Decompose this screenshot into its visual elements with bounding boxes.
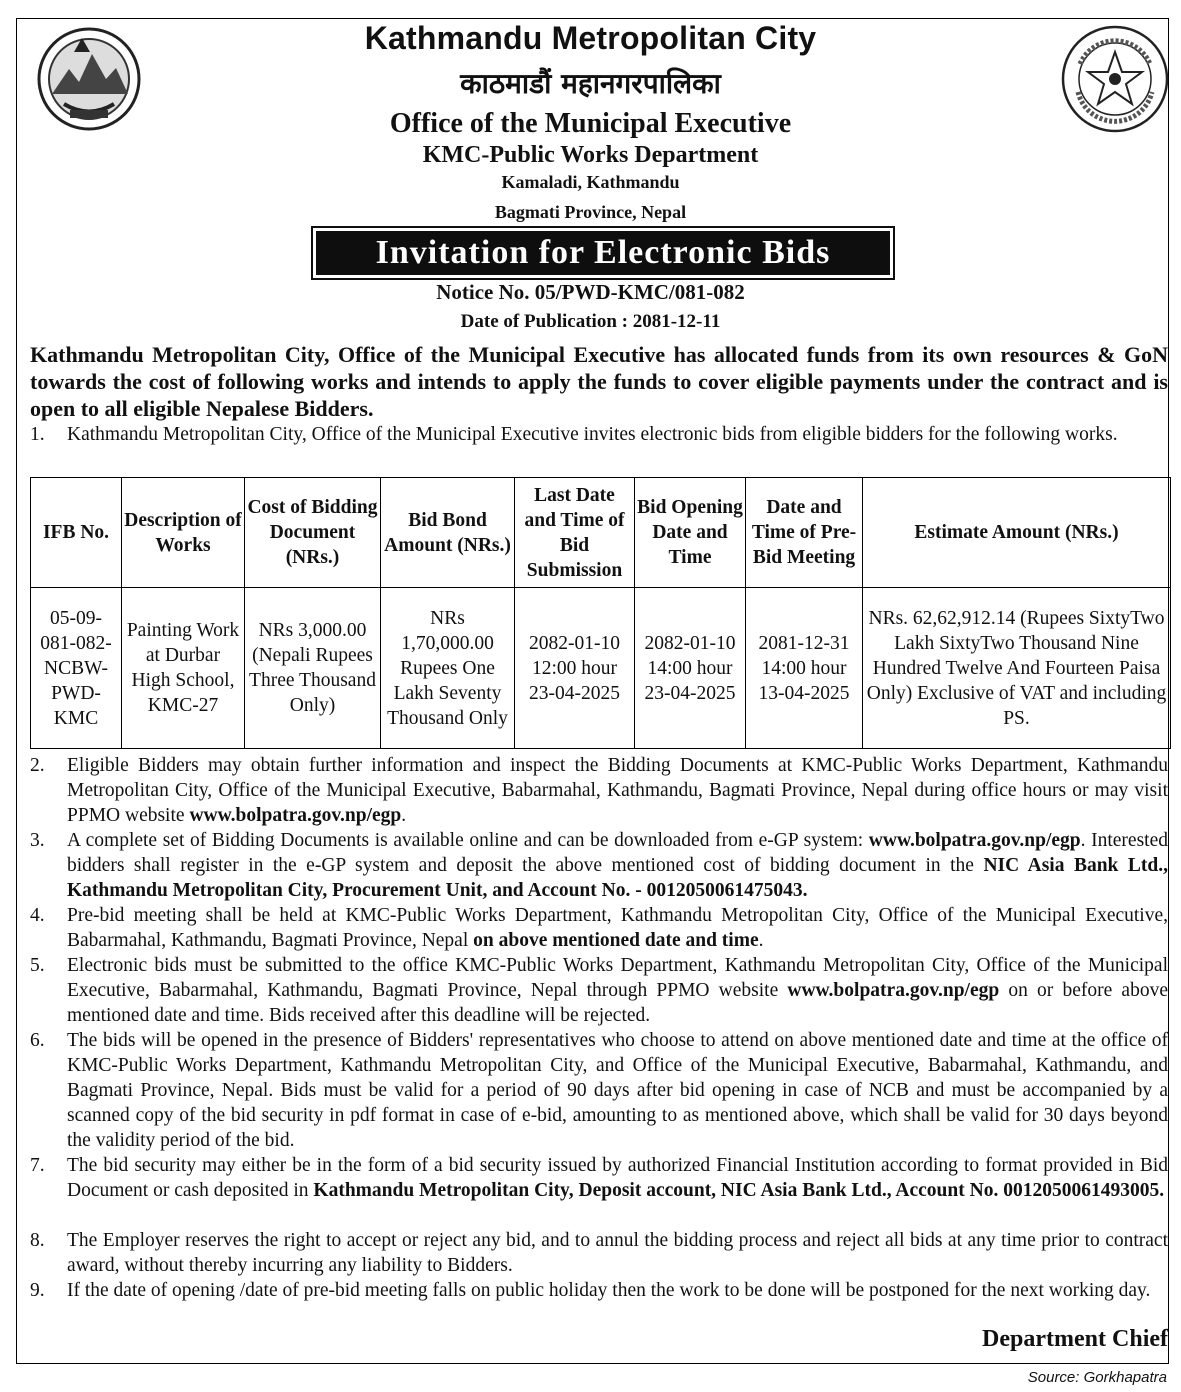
- cell-last-date: 2082-01-10 12:00 hour 23-04-2025: [515, 588, 635, 749]
- notice-number: Notice No. 05/PWD-KMC/081-082: [436, 280, 745, 304]
- table-header-row: [31, 478, 1171, 588]
- col-cost-document: Cost of Bidding Document (NRs.): [245, 478, 381, 588]
- source-credit: Source: Gorkhapatra: [1027, 1369, 1167, 1386]
- list-item: 9. If the date of opening /date of pre-bid meeting falls on public holiday then the work to be done will be postponed for the next working day.: [30, 1280, 1151, 1301]
- cell-description: Painting Work at Durbar High School, KMC-27: [122, 588, 245, 749]
- bids-table: [30, 477, 1171, 749]
- table-row: [31, 588, 1171, 749]
- office-title: Office of the Municipal Executive: [389, 108, 792, 139]
- col-estimate: Estimate Amount (NRs.): [863, 478, 1171, 588]
- list-item: 2. Eligible Bidders may obtain further information and inspect the Bidding Documents at KMC-Public Works Department, Kathmandu Metropolitan City, Office of the Municipal Executive, Babarmahal, Kathmandu, Bagmati Province, Nepal during office hours or may visit PPMO website www.bolpatra.gov.np/egp.: [30, 755, 1168, 826]
- list-item: 6. The bids will be opened in the presence of Bidders' representatives who choose to attend on above mentioned date and time at the office of KMC-Public Works Department, Kathmandu Metropolitan City, and Office of the Municipal Executive, Babarmahal, Kathmandu, and Bagmati Province, Nepal. Bids must be valid for a period of 90 days after bid opening in case of NCB and must be accompanied by a scanned copy of the bid security in pdf format in case of e-bid, amounting to as mentioned above, which shall be valid for 30 days beyond the validity period of the bid.: [30, 1030, 1168, 1151]
- col-bid-opening: Bid Opening Date and Time: [635, 478, 746, 588]
- list-item: 7. The bid security may either be in the form of a bid security issued by authorized Financial Institution according to format provided in Bid Document or cash deposited in Kathmandu Metropolitan City, Deposit account, NIC Asia Bank Ltd., Account No. 0012050061493005.: [30, 1155, 1168, 1201]
- bolpatra-link-text: www.bolpatra.gov.np/egp: [189, 805, 402, 826]
- banner-heading: Invitation for Electronic Bids: [313, 228, 893, 278]
- publication-date: Date of Publication : 2081-12-11: [460, 311, 721, 332]
- col-pre-bid: Date and Time of Pre-Bid Meeting: [746, 478, 863, 588]
- col-bid-bond: Bid Bond Amount (NRs.): [381, 478, 515, 588]
- col-description: Description of Works: [122, 478, 245, 588]
- cell-ifb-no: 05-09-081-082-NCBW-PWD-KMC: [31, 588, 122, 749]
- address-line2: Bagmati Province, Nepal: [494, 202, 687, 222]
- cell-bid-bond: NRs 1,70,000.00 Rupees One Lakh Seventy Thousand Only: [381, 588, 515, 749]
- address-line1: Kamaladi, Kathmandu: [501, 172, 680, 192]
- cell-bid-opening: 2082-01-10 14:00 hour 23-04-2025: [635, 588, 746, 749]
- signatory: Department Chief: [982, 1326, 1168, 1352]
- cell-estimate: NRs. 62,62,912.14 (Rupees SixtyTwo Lakh SixtyTwo Thousand Nine Hundred Twelve And Fourteen Paisa Only) Exclusive of VAT and including PS.: [863, 588, 1171, 749]
- intro-paragraph: Kathmandu Metropolitan City, Office of the Municipal Executive has allocated funds from its own resources & GoN towards the cost of following works and intends to apply the funds to cover eligible payments under the contract and is open to all eligible Nepalese Bidders.: [30, 342, 1168, 421]
- list-item: 1. Kathmandu Metropolitan City, Office of the Municipal Executive invites electronic bids from eligible bidders for the following works.: [30, 424, 1118, 445]
- cell-pre-bid: 2081-12-31 14:00 hour 13-04-2025: [746, 588, 863, 749]
- col-ifb-no: IFB No.: [31, 478, 122, 588]
- city-title-nepali: काठमाडौं महानगरपालिका: [460, 67, 721, 100]
- city-title: Kathmandu Metropolitan City: [364, 20, 817, 56]
- list-item: 4. Pre-bid meeting shall be held at KMC-Public Works Department, Kathmandu Metropolitan City, Office of the Municipal Executive, Babarmahal, Kathmandu, Bagmati Province, Nepal on above mentioned date and time.: [30, 905, 1168, 951]
- list-item: 3. A complete set of Bidding Documents is available online and can be downloaded from e-GP system: www.bolpatra.gov.np/egp. Interested bidders shall register in the e-GP system and deposit the above mentioned cost of bidding document in the NIC Asia Bank Ltd., Kathmandu Metropolitan City, Procurement Unit, and Account No. - 0012050061475043.: [30, 830, 1168, 901]
- list-item: 8. The Employer reserves the right to accept or reject any bid, and to annul the bidding process and reject all bids at any time prior to contract award, without thereby incurring any liability to Bidders.: [30, 1230, 1168, 1276]
- cell-cost-document: NRs 3,000.00 (Nepali Rupees Three Thousand Only): [245, 588, 381, 749]
- department-title: KMC-Public Works Department: [422, 142, 759, 168]
- col-last-date: Last Date and Time of Bid Submission: [515, 478, 635, 588]
- list-item: 5. Electronic bids must be submitted to the office KMC-Public Works Department, Kathmandu Metropolitan City, Office of the Municipal Executive, Babarmahal, Kathmandu, Bagmati Province, Nepal through PPMO website www.bolpatra.gov.np/egp on or before above mentioned date and time. Bids received after this deadline will be rejected.: [30, 955, 1168, 1026]
